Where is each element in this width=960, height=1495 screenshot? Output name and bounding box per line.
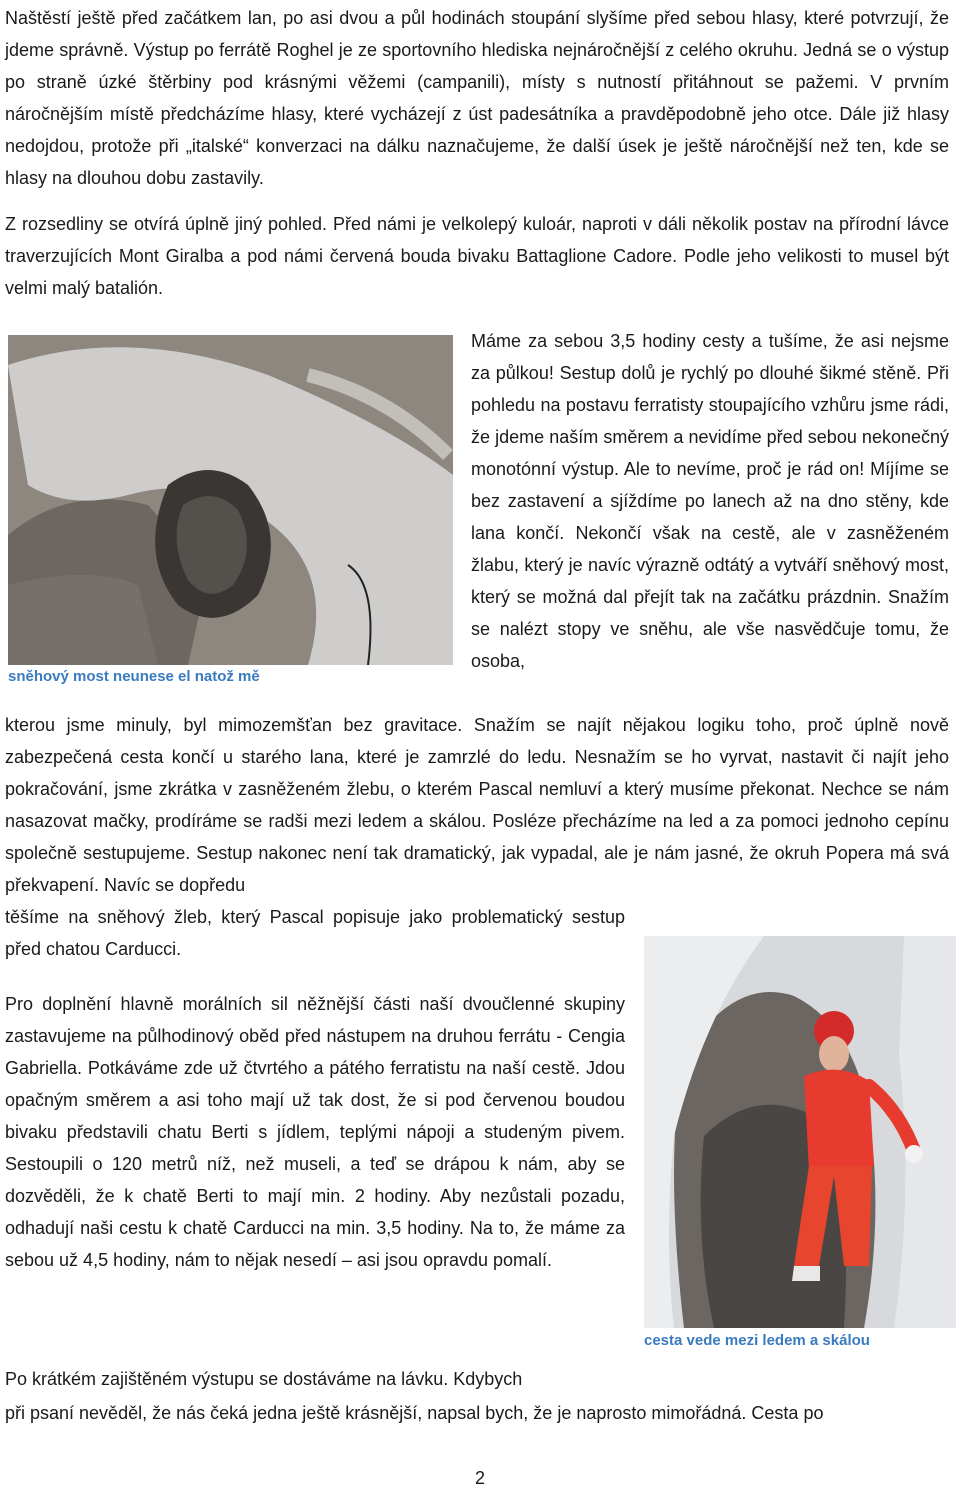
paragraph-couloir-view: Z rozsedliny se otvírá úplně jiný pohled. Před námi je velkolepý kuloár, naproti v dáli několik postav na přírodní lávce traverzujících Mont Giralba a pod námi červená bouda bivaku Battaglione Cadore. Podle jeho velikosti to musel být velmi malý batalión. xyxy=(5,214,949,298)
snow-bridge-photo xyxy=(8,335,453,665)
paragraph-ascent-roghel: Naštěstí ještě před začátkem lan, po asi dvou a půl hodinách stoupání slyšíme před sebou hlasy, které potvrzují, že jdeme správně. Výstup po ferrátě Roghel je ze sportovního hlediska nejnáročnější z celého okruhu. Jedná se o výstup po straně úzké štěrbiny pod krásnými věžemi (campanili), místy s nutností přitáhnout se pažemi. V prvním náročnějším místě předcházíme hlasy, které vycházejí z úst padesátníka a pravděpodobně jeho otce. Dále již hlasy nedojdou, protože při „italské“ konverzaci na dálku naznačujeme, že další úsek je ještě náročnější než ten, kde se hlasy na dlouhou dobu zastavily. xyxy=(5,8,949,188)
photo-caption-ice-rock: cesta vede mezi ledem a skálou xyxy=(644,1332,870,1349)
paragraph-ledge-start: Po krátkém zajištěném výstupu se dostáváme na lávku. Kdybych xyxy=(5,1369,523,1389)
climber-in-ice-crevice-photo xyxy=(644,936,956,1328)
paragraph-lunch-break: Pro doplnění hlavně morálních sil něžnější části naší dvoučlenné skupiny zastavujeme na půlhodinový oběd před nástupem na druhou ferrátu - Cengia Gabriella. Potkáváme zde už čtvrtého a pátého ferratistu na naší cestě. Jdou opačným směrem a asi toho mají už tak dost, že si pod červenou boudou bivaku představili chatu Berti s jídlem, teplými nápoji a studeným pivem. Sestoupili o 120 metrů níž, než museli, a teď se drápou k nám, aby se dozvěděli, že k chatě Berti to mají min. 2 hodiny. Aby nezůstali pozadu, odhadují naši cestu k chatě Carducci na min. 3,5 hodiny. Na to, že máme za sebou už 4,5 hodiny, nám to nějak nesedí – asi jsou opravdu pomalí. xyxy=(5,994,625,1270)
paragraph-descent-end: těšíme na sněhový žleb, který Pascal popisuje jako problematický sestup před chatou Carducci. xyxy=(5,907,625,959)
photo-caption-snow-bridge: sněhový most neunese el natož mě xyxy=(8,668,260,685)
paragraph-ledge-continued: při psaní nevěděl, že nás čeká jedna ještě krásnější, napsal bych, že je naprosto mimořádná. Cesta po xyxy=(5,1403,824,1423)
page-number: 2 xyxy=(474,1468,485,1488)
paragraph-descent-continued: kterou jsme minuly, byl mimozemšťan bez gravitace. Snažím se najít nějakou logiku toho, proč úplně nově zabezpečená cesta končí u starého lana, které je zamrzlé do ledu. Nesnažím se ho vyrvat, nastavit či najít jeho pokračování, jsme zkrátka v zasněženém žlebu, o kterém Pascal nemluví a který musíme překonat. Nechce se nám nasazovat mačky, prodíráme se radši mezi ledem a skálou. Posléze přecházíme na led a za pomoci jednoho cepínu společně sestupujeme. Sestup nakonec není tak dramatický, jak vypadal, ale je nám jasné, že okruh Popera má svá překvapení. Navíc se dopředu xyxy=(5,715,949,895)
paragraph-descent-snow-gully: Máme za sebou 3,5 hodiny cesty a tušíme, že asi nejsme za půlkou! Sestup dolů je rychlý po dlouhé šikmé stěně. Při pohledu na postavu ferratisty stoupajícího vzhůru jsme rádi, že jdeme naším směrem a nevidíme před sebou nekonečný monotónní výstup. Ale to nevíme, proč je rád on! Míjíme se bez zastavení a sjíždíme po lanech až na dno stěny, kde lana končí. Nekončí však na cestě, ale v zasněženém žlabu, který je navíc výrazně odtátý a vytváří sněhový most, který se možná dal přejít tak na začátku prázdnin. Snažím se nalézt stopy ve sněhu, ale vše nasvědčuje tomu, že osoba, xyxy=(471,331,949,671)
